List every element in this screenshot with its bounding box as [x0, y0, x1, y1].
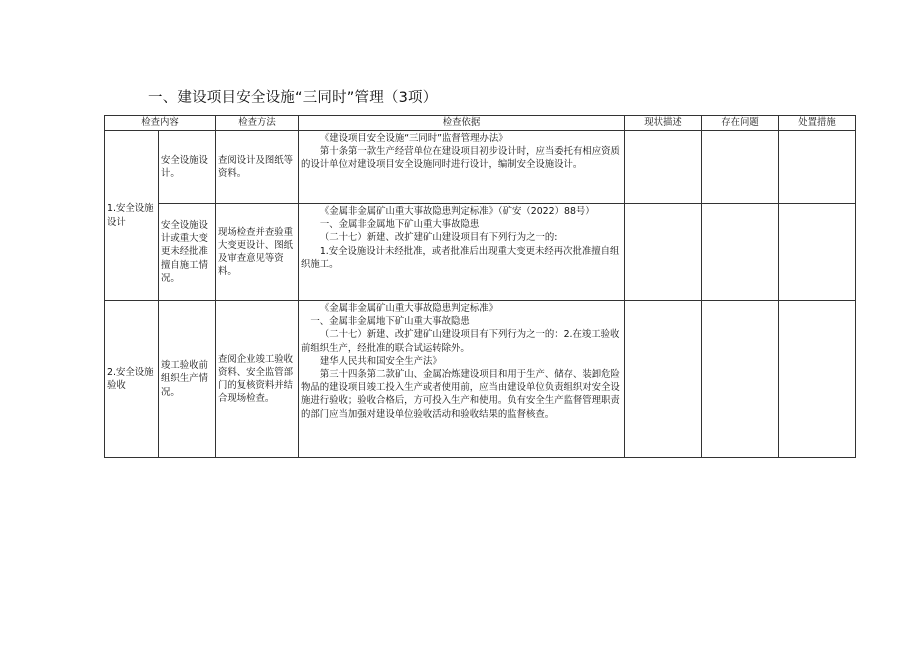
table-row — [105, 204, 856, 301]
header-problems: 存在问题 — [702, 116, 779, 131]
basis-cell — [299, 131, 625, 204]
method-cell: 查阅企业竣工验收资料、安全监管部门的复核资料并结合现场检查。 — [216, 301, 299, 458]
page-title: 一、建设项目安全设施“三同时”管理（3项） — [148, 90, 438, 106]
sub-item-cell: 安全设施设计或重大变更未经批准擅自施工情况。 — [159, 204, 216, 301]
table-row — [105, 301, 856, 458]
header-check-method: 检查方法 — [216, 116, 299, 131]
problem-cell[interactable] — [702, 301, 779, 458]
category-cell: 2.安全设施验收 — [105, 301, 159, 458]
basis-line: 建华人民共和国安全生产法》 — [319, 355, 442, 367]
basis-line: 1.安全设施设计未经批准，或者批准后出现重大变更未经再次批准擅自组织施工。 — [301, 245, 620, 270]
header-status: 现状描述 — [625, 116, 702, 131]
sub-item-cell: 竣工验收前组织生产情况。 — [159, 301, 216, 458]
measure-cell[interactable] — [779, 301, 856, 458]
measure-cell[interactable] — [779, 131, 856, 204]
status-cell[interactable] — [625, 301, 702, 458]
basis-cell — [299, 301, 625, 458]
basis-line: 第三十四条第二款矿山、金属冶炼建设项目和用于生产、储存、装卸危险物品的建设项目竣工投入生产或者使用前，应当由建设单位负责组织对安全设施进行验收；验收合格后，方可投入生产和使用。负有安全生产监督管理职责的部门应当加强对建设单位验收活动和验收结果的监督核查。 — [301, 369, 620, 420]
basis-line: 第十条第一款生产经营单位在建设项目初步设计时，应当委托有相应资质的设计单位对建设项目安全设施同时进行设计，编制安全设施设计。 — [301, 146, 620, 171]
header-check-basis: 检查依据 — [299, 116, 625, 131]
method-cell: 查阅设计及图纸等资料。 — [216, 131, 299, 204]
basis-line: 一、金属非金属地下矿山重大事故隐患 — [319, 219, 480, 231]
table-row — [105, 131, 856, 204]
basis-line: 《金属非金属矿山重大事故隐患判定标准》（矿安（2022）88号） — [319, 206, 595, 217]
header-row — [105, 116, 856, 131]
category-cell: 1.安全设施设计 — [105, 131, 159, 301]
measure-cell[interactable] — [779, 204, 856, 301]
status-cell[interactable] — [625, 204, 702, 301]
problem-cell[interactable] — [702, 131, 779, 204]
basis-cell — [299, 204, 625, 301]
method-cell: 现场检查并查验重大变更设计、图纸及审查意见等资料。 — [216, 204, 299, 301]
status-cell[interactable] — [625, 131, 702, 204]
basis-line: （二十七）新建、改扩建矿山建设项目有下列行为之一的：2.在竣工验收前组织生产，经批准的联合试运转除外。 — [301, 329, 620, 354]
problem-cell[interactable] — [702, 204, 779, 301]
basis-line: 《金属非金属矿山重大事故隐患判定标准》 — [319, 303, 498, 314]
basis-line: 《建设项目安全设施“三同时”监督管理办法》 — [319, 133, 508, 144]
inspection-table — [104, 115, 856, 458]
header-check-content: 检查内容 — [105, 116, 216, 131]
header-measures: 处置措施 — [779, 116, 856, 131]
sub-item-cell: 安全设施设计。 — [159, 131, 216, 204]
basis-line: （二十七）新建、改扩建矿山建设项目有下列行为之一的: — [319, 232, 558, 244]
basis-line: 一、金属非金属地下矿山重大事故隐患 — [310, 316, 470, 328]
